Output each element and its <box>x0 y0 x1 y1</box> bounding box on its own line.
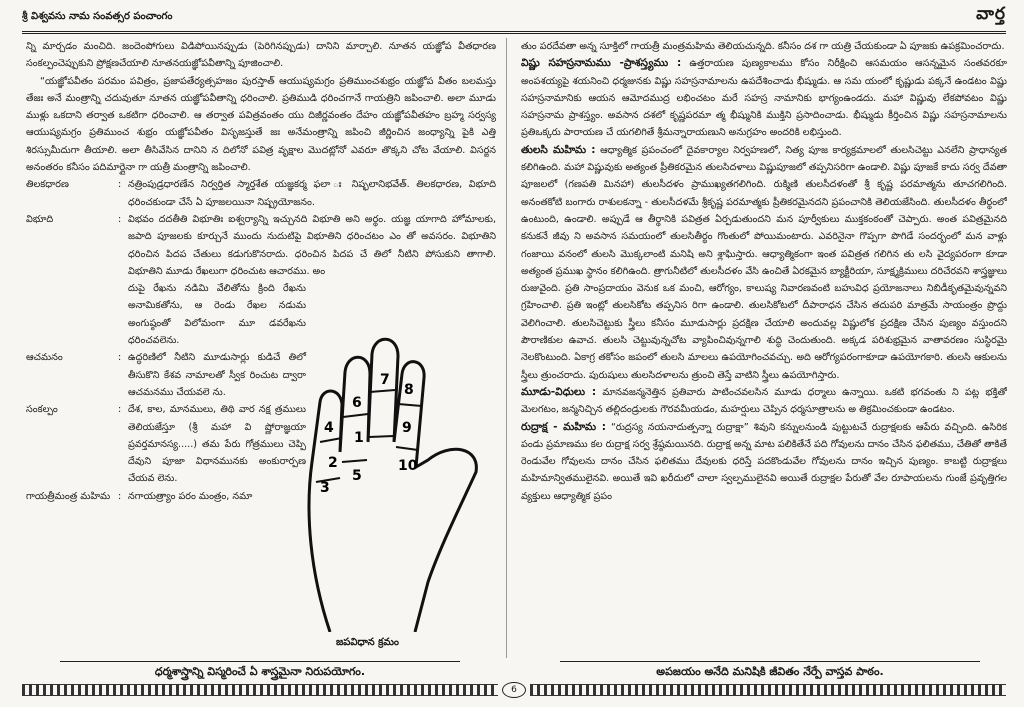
definition-achamanam: ఆచమనం : ఉద్ధరిణిలో నీటిని మూడుసార్లు కుడిచే తిలో తీసుకొని కేశవ నామాలతో స్వీక రించుట ద్వారా ఆచమనము చేయవలె ను. <box>26 349 496 401</box>
figure-caption: జపవిధాన క్రమం <box>336 637 399 648</box>
section-heading: తులసి మహిమ : <box>521 143 596 156</box>
palm-number: 7 <box>380 372 390 388</box>
right-column <box>521 38 1007 688</box>
paragraph: న్ని మార్చడం మంచిది. జందెంపోగులు విడిపోయినప్పుడు (పెరిగినప్పుడు) దానిని మార్చాలి. నూతన యజ్ఞోప వీతధారణ సంకల్పంచెప్పుకుని ప్రోక్షణచేయాలి నూతనయజ్ఞోపవీతాన్ని పూజించాలి. <box>26 41 496 70</box>
header-rule <box>22 31 1006 34</box>
border-pattern <box>22 684 498 696</box>
palm-japa-diagram <box>290 332 490 632</box>
definition-term: సంకల్పం <box>26 404 58 416</box>
page-header <box>22 4 1006 30</box>
section-moodu-vidhulu <box>521 384 1007 419</box>
palm-number: 2 <box>328 455 338 471</box>
palm-number: 5 <box>352 468 362 484</box>
section-heading: మూడు-విధులు : <box>521 385 597 398</box>
palm-number: 4 <box>324 420 334 436</box>
section-tulasi <box>521 142 1007 384</box>
page-number: 6 <box>502 682 526 698</box>
definition-body: దుపై రేఖను నడిమి వేలితోను క్రింది రేఖను అనామికతోను, ఆ రెండు రేఖల నడుమ అంగుష్ఠంతో విలోమంగా మూ డవరేఖను ధరించవలెను. <box>128 283 306 347</box>
footer-quote-left: ధర్మశాస్త్రాన్ని విస్మరించే ఏ శాస్త్రమైనా నిరుపయోగం. <box>60 661 460 681</box>
definition-gayatri: గాయత్రీమంత్ర మహిమ : నగాయత్ర్యాం పరం మంత్రం, నమా <box>26 488 496 505</box>
definition-body: దేశ, కాల, మానములు, తిథి వార నక్ష త్రములు తెలియజేస్తూ (శ్రీ మహా వి ష్ణోరాజ్ఞయా ప్రవర్తమానస్య.....) తమ పేరు గోత్రములు చెప్పి దేవుని పూజా విధానమునకు అంకురార్పణ చేయవ లెను. <box>128 404 306 485</box>
palm-number: 9 <box>402 420 412 436</box>
definition-term <box>26 280 118 349</box>
definition-body: నగాయత్ర్యాం పరం మంత్రం, నమా <box>128 490 253 502</box>
definition-vibhudi: విభూది : విభవం దదతీతి విభూతిః ఐశ్వర్యాన్ని ఇచ్చునది విభూతి అని అర్థం. యజ్ఞ యాగాది హోమాలకు, జపాది పూజలకు కూర్చునే ముందు నుదుటిపై విభూతిని ధరించటం ఎం తో అవసరం. విభూతిని ధరించిన పిదప చేతులు కడుగుకొనరాదు. ధరించిన పిదప చే తిలో నీటిని పోసుకుని తాగాలి. విభూతిని మూడు రేఖలుగా ధరించుట ఆచారము. అం <box>26 211 496 280</box>
definition-term: ఆచమనం <box>26 352 63 364</box>
border-pattern <box>530 684 1006 696</box>
running-title: శ్రీ విశ్వవసు నామ సంవత్సర పంచాంగం <box>22 11 173 22</box>
definition-body: విభవం దదతీతి విభూతిః ఐశ్వర్యాన్ని ఇచ్చునది విభూతి అని అర్థం. యజ్ఞ యాగాది హోమాలకు, జపాది పూజలకు కూర్చునే ముందు నుదుటిపై విభూతిని ధరించటం ఎం తో అవసరం. విభూతిని ధరించిన పిదప చేతులు కడుగుకొనరాదు. ధరించిన పిదప చే తిలో నీటిని పోసుకుని తాగాలి. విభూతిని మూడు రేఖలుగా ధరించుట ఆచారము. అం <box>128 213 496 277</box>
palm-number: 3 <box>320 480 330 496</box>
brand-logo: వార్త <box>976 4 1006 24</box>
footer-quote-right: అపజయం అనేది మనిషికి జీవితం నేర్పే వాస్తవ పాఠం. <box>560 661 980 681</box>
section-body: ఉత్తరాయణ పుణ్యకాలము కోసం నిరీక్షించి ఆసమయం ఆసన్నమైన సంతవరకూ అంపశయ్యపై శయనించి ధర్మజునకు విష్ణు సహస్రనామాలను ఉపదేశించాడు భీష్ముడు. ఆ సమ యంలో కృష్ణుడు పక్కనే ఉండటం విష్ణు సహస్రనామానికు ఆయన ఆమోదముద్ర లభించటం మరే సహస్ర నామానికు భాగ్యంఉండదు. మహా విష్ణువు లేకపోవటం విష్ణు సహస్రనామ ప్రాశస్త్యం. అవసాన దశలో కృష్ణపరమా త్మ భీష్మునికి ముక్తిని ప్రసాదించాడు. భీష్ముడు కీర్తించిన విష్ణు సహస్రనామాలను ప్రతిఒక్కరు పారాయణ చే యగలిగితే శ్రీమన్నారాయణుని అనుగ్రహం అందరికి లభిస్తుంది. <box>521 58 1007 139</box>
palm-number: 10 <box>398 458 418 474</box>
definition-term: గాయత్రీమంత్ర మహిమ <box>26 490 111 502</box>
paragraph: “యజ్ఞోపవీతం పరమం పవిత్రం, ప్రజాపతేర్యత్సహజం పురస్తాత్ ఆయుష్యమగ్రం ప్రతిముంచశుభ్రం యజ్ఞోప వీతం బలమస్తు తేజః అనే మంత్రాన్ని చదువుతూ నూతన యజ్ఞోపవీతాన్ని ధరించాలి. ప్రతిముడి ధరించగానే గాయత్రిని జపించాలి. అలా మూడు ముళ్లు ఒకదాని తర్వాత ఒకటిగా ధరించాలి. ఆ తర్వాత పవిత్రవంతం యు దిజీర్ణవంతం దేహం యజ్ఞోపవీతహం బ్రహ్మ సర్వస్య ఆయుష్యమగ్రం ప్రతిముంచ శుభ్రం యజ్ఞోపవీతం విసృజస్తుతే జః అనేమంత్రాన్ని జపించి జీర్ణించిన జంధ్యాన్ని పైకి ఎత్తి శిరస్సుమీదుగా తీయాలి. అలా తీసివేసిన దానిని న దిలోనో పవిత్ర వృక్షాల మొదట్లోనో ఎవరూ తొక్కని చోట వేయాలి. విసర్జన అనంతరం కనీసం పదిమార్లైనా గా యత్రీ మంత్రాన్ని జపించాలి. <box>26 75 496 174</box>
definition-sankalpam: సంకల్పం : దేశ, కాల, మానములు, తిథి వార నక్ష త్రములు తెలియజేస్తూ (శ్రీ మహా వి ష్ణోరాజ్ఞయా ప్రవర్తమానస్య.....) తమ పేరు గోత్రములు చెప్పి దేవుని పూజా విధానమునకు అంకురార్పణ చేయవ లెను. <box>26 401 496 487</box>
palm-number: 1 <box>354 430 364 446</box>
decorative-border <box>22 683 1006 697</box>
palm-number: 8 <box>404 382 414 398</box>
section-vishnu-sahasranamam <box>521 55 1007 141</box>
section-body: “రుద్రస్య నయనాదుత్పన్నా రుద్రాక్షా” శివుని కన్నులనుండి పుట్టుటచే రుద్రాక్షలకు ఆపేరు వచ్చింది. ఉసిరిక పండు ప్రమాణము కల రుద్రాక్ష సర్వ శ్రేష్ఠమయినది. రుద్రాక్ష అన్న మాట పలికితేనే పది గోవులను దానం చేసిన ఫలితము, చేతితో తాకితే రెండువేల గోవులను దానం చేసిన ఫలితము దేవులకు ధరిస్తే పదకొండువేల గోవులను దానం ఇచ్చిన పుణ్యం. కాబట్టి రుద్రాక్షలు మహిమాన్వితములైనవి. అయితే ఇవి ఖరీదులో చాలా స్వల్పములైనవి అయితే రుద్రాక్షల పేరుతో వేల రూపాయలను గుంజే ప్రవృత్తిగల వ్యక్తులు ఆధ్యాత్మిక ప్రపం <box>521 421 1007 502</box>
paragraph: తుం పరదేవతా అన్న సూక్తిలో గాయత్రీ మంత్రమహిమ తెలియచున్నది. కనీసం దశ గా యత్రి చేయకుండా ఏ పూజకు ఉపక్రమించరాదు. <box>521 41 1005 52</box>
column-divider <box>506 38 507 658</box>
definition-term: తిలకధారణ <box>26 179 69 191</box>
palm-number: 6 <box>352 395 362 411</box>
section-heading: విష్ణు సహస్రనామము -ప్రాశస్త్యము : <box>521 57 682 70</box>
palm-outline <box>309 339 476 632</box>
section-rudraksha <box>521 419 1007 505</box>
section-heading: రుద్రాక్ష - మహిమ : <box>521 420 606 433</box>
section-body: మానవజన్మనెత్తిన ప్రతివారు పాటించవలసిన మూడు ధర్మాలు ఉన్నాయి. ఒకటి భగవంతు ని పట్ల భక్తితో మెలగటం, జన్మనిచ్చిన తల్లిదండ్రులకు గౌరవమీయడం, మహర్షులు చెప్పిన ధర్మసూత్రాలను అ తిక్రమించకుండా ఉండటం. <box>521 386 1007 416</box>
definition-body: నత్రింపుడ్రధారణేన నిర్వర్తిత స్మార్తశేత యజ్ఞకర్మ ఫలా ః నిష్ఫలానిభవేత్. తిలకధారణ, విభూది ధరించకుండా చేసే ఏ పూజలయినా నిష్ప్రయోజనం. <box>128 179 496 208</box>
definition-body: ఉద్ధరిణిలో నీటిని మూడుసార్లు కుడిచే తిలో తీసుకొని కేశవ నామాలతో స్వీక రించుట ద్వారా ఆచమనము చేయవలె ను. <box>128 352 306 398</box>
definition-term: విభూది <box>26 213 54 225</box>
definition-tilakadharana: తిలకధారణ : నత్రింపుడ్రధారణేన నిర్వర్తిత స్మార్తశేత యజ్ఞకర్మ ఫలా ః నిష్ఫలానిభవేత్. తిలకధారణ, విభూది ధరించకుండా చేసే ఏ పూజలయినా నిష్ప్రయోజనం. <box>26 176 496 211</box>
section-body: ఆధ్యాత్మిక ప్రపంచంలో దైవకార్యాల నిర్వహణలో, నిత్య పూజ కార్యక్రమాలలో తులసిచెట్టు ఎనలేని ప్రాధాన్యత కలిగిఉంది. మహా విష్ణువుకు అత్యంత ప్రీతికరమైన తులసిదళాలు విష్ణుపూజలో తప్పనిసరిగా ఉండాలి. విష్ణు పూజకే కాదు సర్వ దేవతా పూజలలో (గణపతి మినహా) తులసీదళం ప్రాముఖ్యతగలిగింది. రుక్మిణి తులసీదళంతో శ్రీ కృష్ణ పరమాత్మను తూచగలిగింది. అనంతకోటి బంగారు రాశులకన్నా - తులసీదళమే శ్రీకృష్ణ పరమాత్మకు ప్రీతికరమైనదని ప్రపంచానికి తెలియజేసింది. తులసీదళం తీర్థంలో ఉంటుంది, ఉండాలి. అప్పుడే ఆ తీర్థానికి పవిత్రత ఏర్పడుతుందని మన పూర్వీకులు ముక్తకంఠంతో చెప్పారు. అంత పవిత్రమైనది కనుకనే జీవు ని అవసాన సమయంలో తులసితీర్థం గొంతులో పోయిమంటారు. ఎవరినైనా గొప్పగా పొగిడే సందర్భంలో మన వాళ్లు గంజాయి వనంలో తులసి మొక్కలాంటి మనిషి అని శ్లాఘిస్తారు. ఆధ్యాత్మికంగా ఇంత పవిత్రత గలిగిన తు లసి వైద్యపరంగా కూడా అత్యంత ప్రముఖ స్థానం కలిగిఉంది. త్రాగునీటిలో తులసీదళం వేసి ఉంచితే ఏరకమైన బ్యాక్టీరియా, సూక్ష్మక్రిములు దరిచేరవని శాస్త్రజ్ఞులు రుజువైంది. ప్రతి సాంప్రదాయం వెనుక ఒక మంచి, ఆరోగ్యం, కాలుష్య నివారణవంటి బహువిధ ప్రయోజనాలు నిబిడీకృతమైవున్నవని గ్రహించాలి. ప్రతి ఇంట్లో తులసికోట తప్పనిస రిగా ఉండాలి. తులసికోటలో దీపారాధన చేసిన తదుపరి మాత్రమే సాయంత్రం ప్రొద్దు వెలిగించాలి. తులసిచెట్టుకు స్త్రీలు కనీసం మూడుసార్లు ప్రదక్షిణ చేయాలి అందువల్ల విష్ణులోక ప్రదక్షిణ చేసిన పుణ్యం వస్తుందని పౌరాణికుల ఉవాచ. తులసి చెట్టువున్నచోట వ్యాపించివున్నగాలి శుద్ధి చెందుతుంది. అక్కడ పరిశుభ్రమైన వాతావరణం సుస్థిరమై నెలకొంటుంది. ఏకాగ్ర తకోసం జపంలో తులసి మాలలు ఉపయోగించవచ్చు. అది ఆరోగ్యపరంగాకూడా ఉపయోగకారి. తులసి ఆకులను స్త్రీలు త్రుంచరాదు. పురుషులు తులసిదళాలను త్రుంచి తెస్తే వాటిని స్త్రీలు ఉపయోగిస్తారు. <box>521 144 1007 381</box>
